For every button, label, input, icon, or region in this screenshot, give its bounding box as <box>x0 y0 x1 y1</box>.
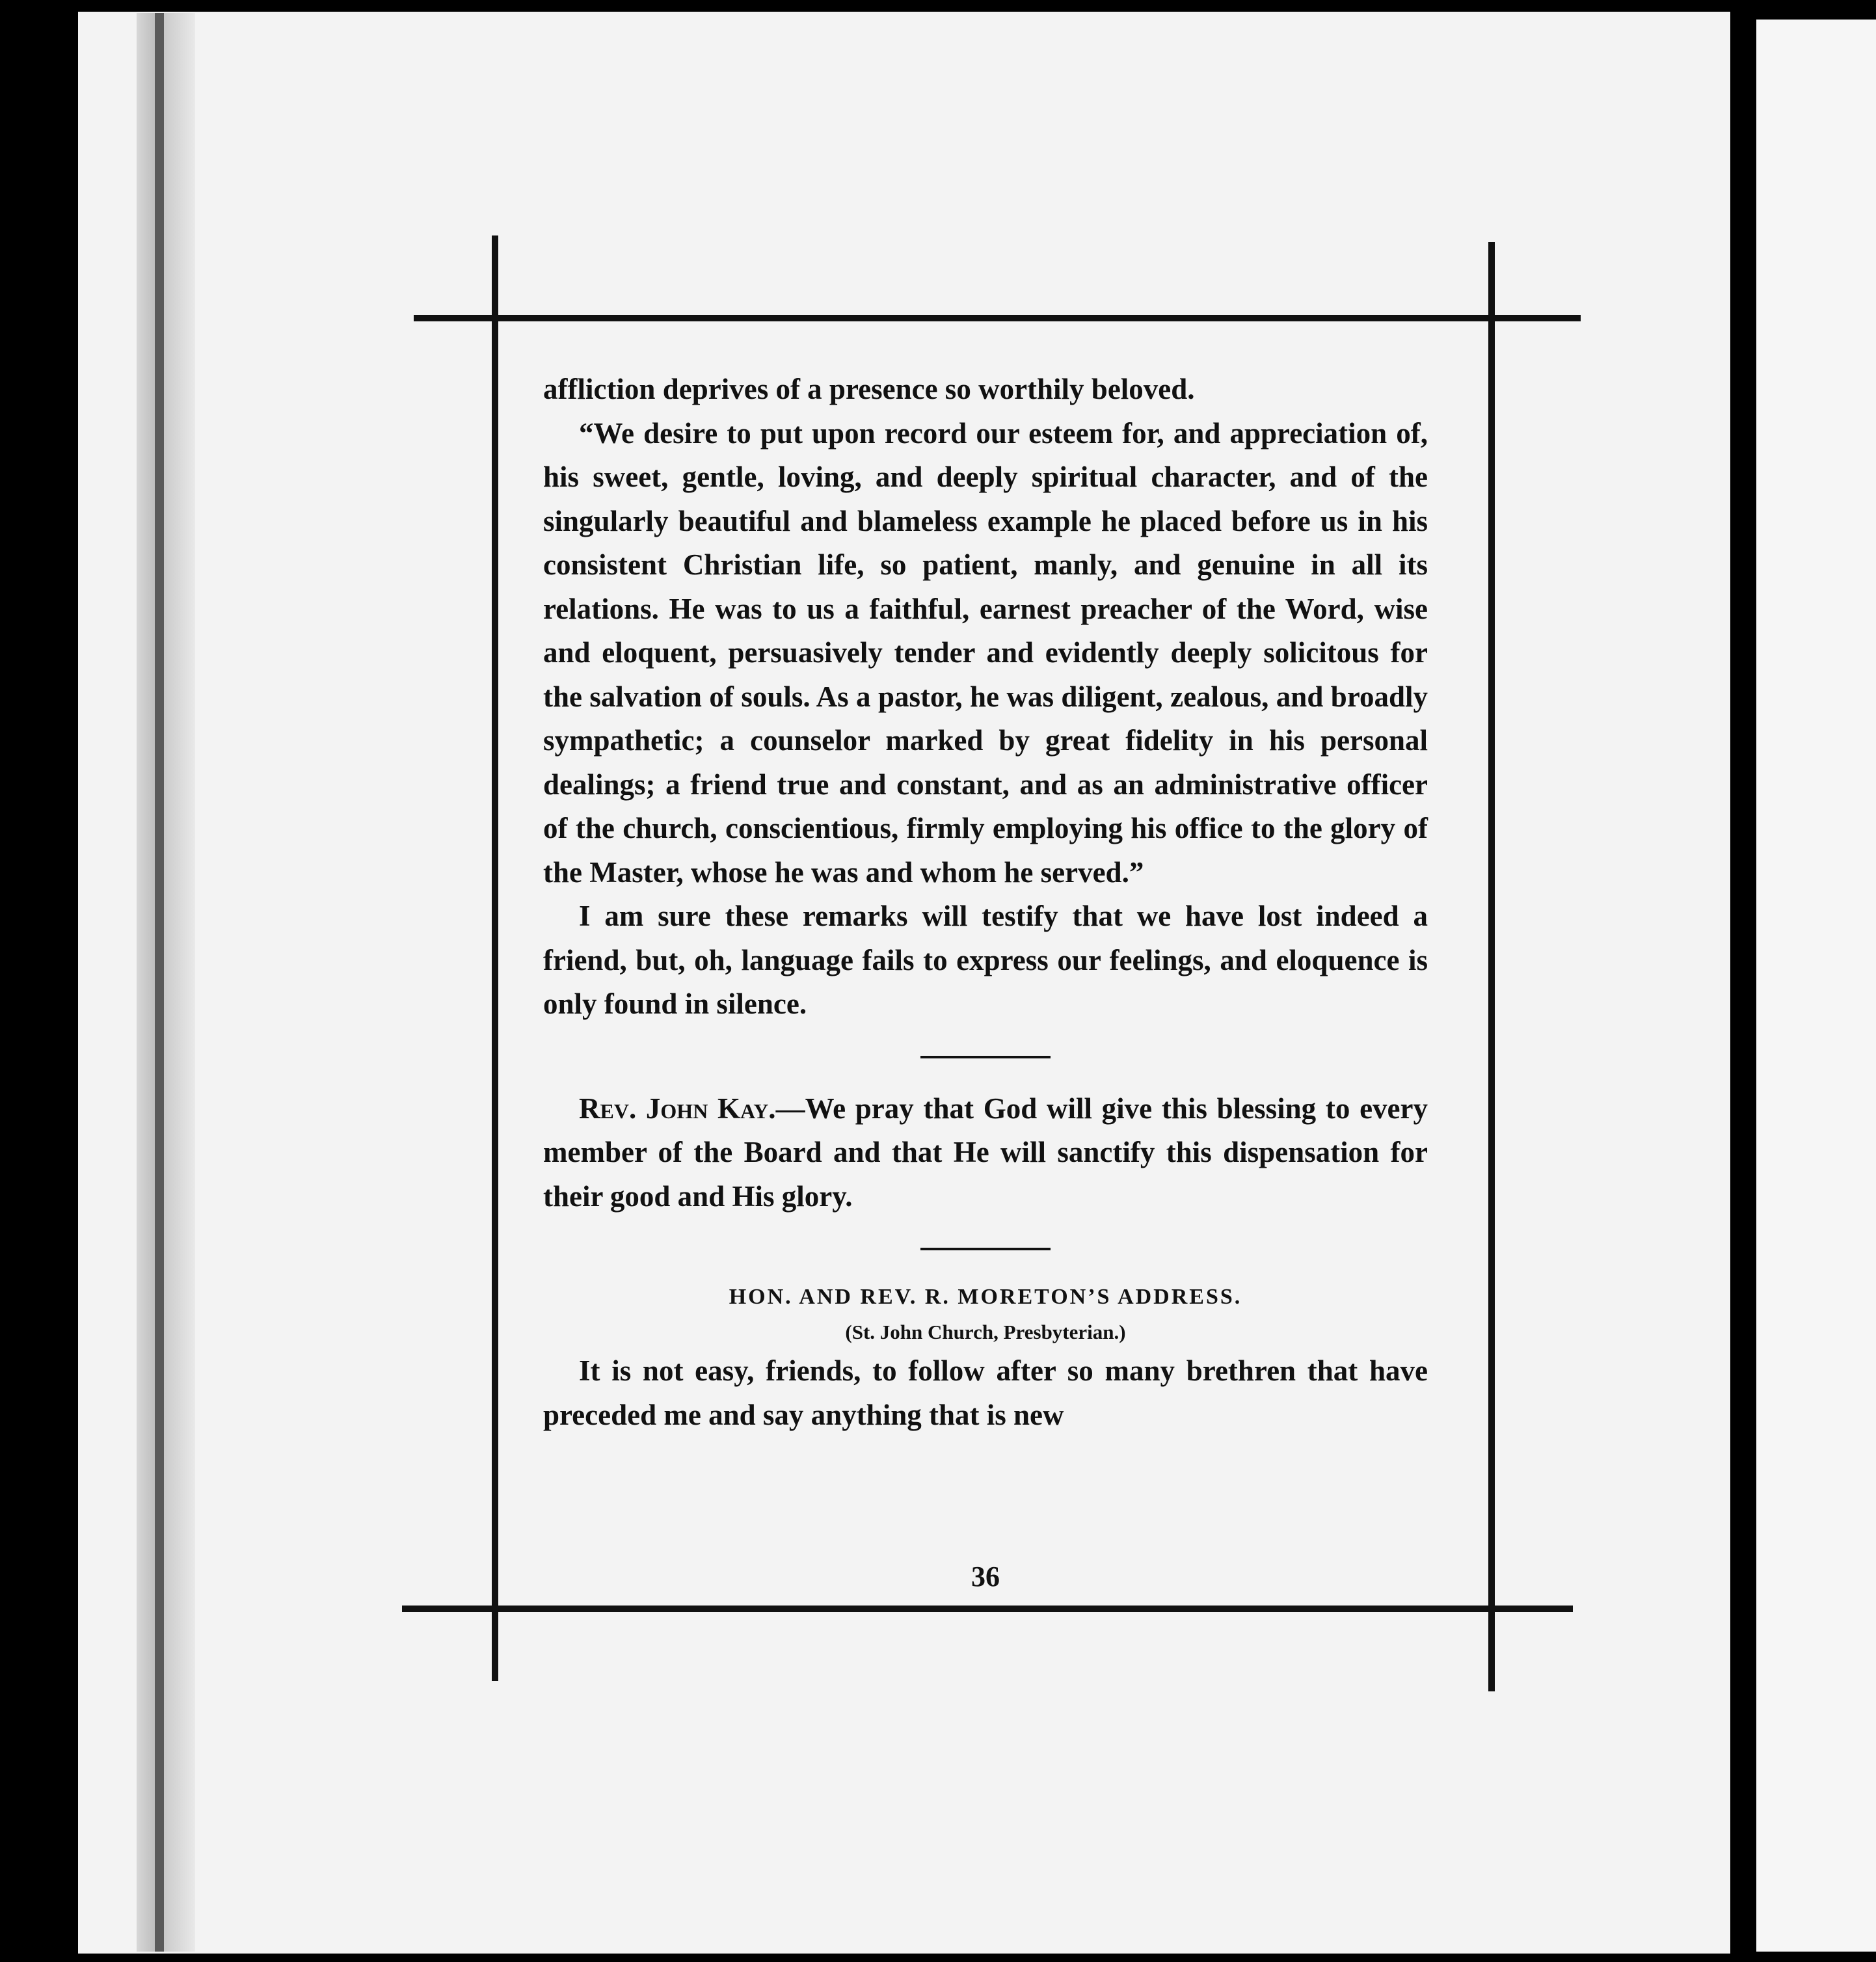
binding-shadow <box>155 13 164 1952</box>
frame-right-rule <box>1488 242 1495 1691</box>
address-heading: HON. AND REV. R. MORETON’S ADDRESS. <box>729 1285 1242 1309</box>
paragraph-resolution-quote: “We desire to put upon record our esteem for, and appreciation of, his sweet, gentle, loving, and deeply spiritual character, and of the singularly beautiful and blameless example he placed before us in his consistent Christian life, so patient, manly, and genuine in all its relations. He was to us a faithful, earnest preacher of the Word, wise and eloquent, persuasively tender and evidently deeply solicitous for the salvation of souls. As a pastor, he was diligent, zealous, and broadly sympathetic; a counselor marked by great fidelity in his personal dealings; a friend true and constant, and as an administrative officer of the church, conscientious, firmly employing his office to the glory of the Master, whose he was and whom he served.” <box>543 416 1428 889</box>
kay-paragraph <box>543 1087 1428 1219</box>
moreton-paragraph: It is not easy, friends, to follow after so many brethren that have preceded me and say anything that is new <box>543 1354 1428 1431</box>
kay-dash: — <box>775 1092 805 1125</box>
page-number: 36 <box>971 1561 1000 1592</box>
kay-speaker-name: Rev. John Kay. <box>579 1092 776 1125</box>
frame-bottom-rule <box>402 1606 1573 1612</box>
paragraph-continuation: affliction deprives of a presence so worthily beloved. <box>543 373 1195 405</box>
page-text <box>543 368 1428 1437</box>
kay-text: We pray that God will give this blessing to every member of the Board and that He will sanctify this dispensation for their good and His glory. <box>543 1092 1428 1213</box>
page-edge-stack <box>137 13 195 1952</box>
frame-left-rule <box>492 235 498 1681</box>
section-separator <box>920 1248 1051 1250</box>
section-separator <box>920 1056 1051 1058</box>
facing-page-edge <box>1756 20 1876 1952</box>
paragraph-closing-remarks: I am sure these remarks will testify that we have lost indeed a friend, but, oh, language fails to express our feelings, and eloquence is only found in silence. <box>543 900 1428 1020</box>
address-subheading: (St. John Church, Presbyterian.) <box>845 1321 1126 1343</box>
frame-top-rule <box>414 315 1581 321</box>
